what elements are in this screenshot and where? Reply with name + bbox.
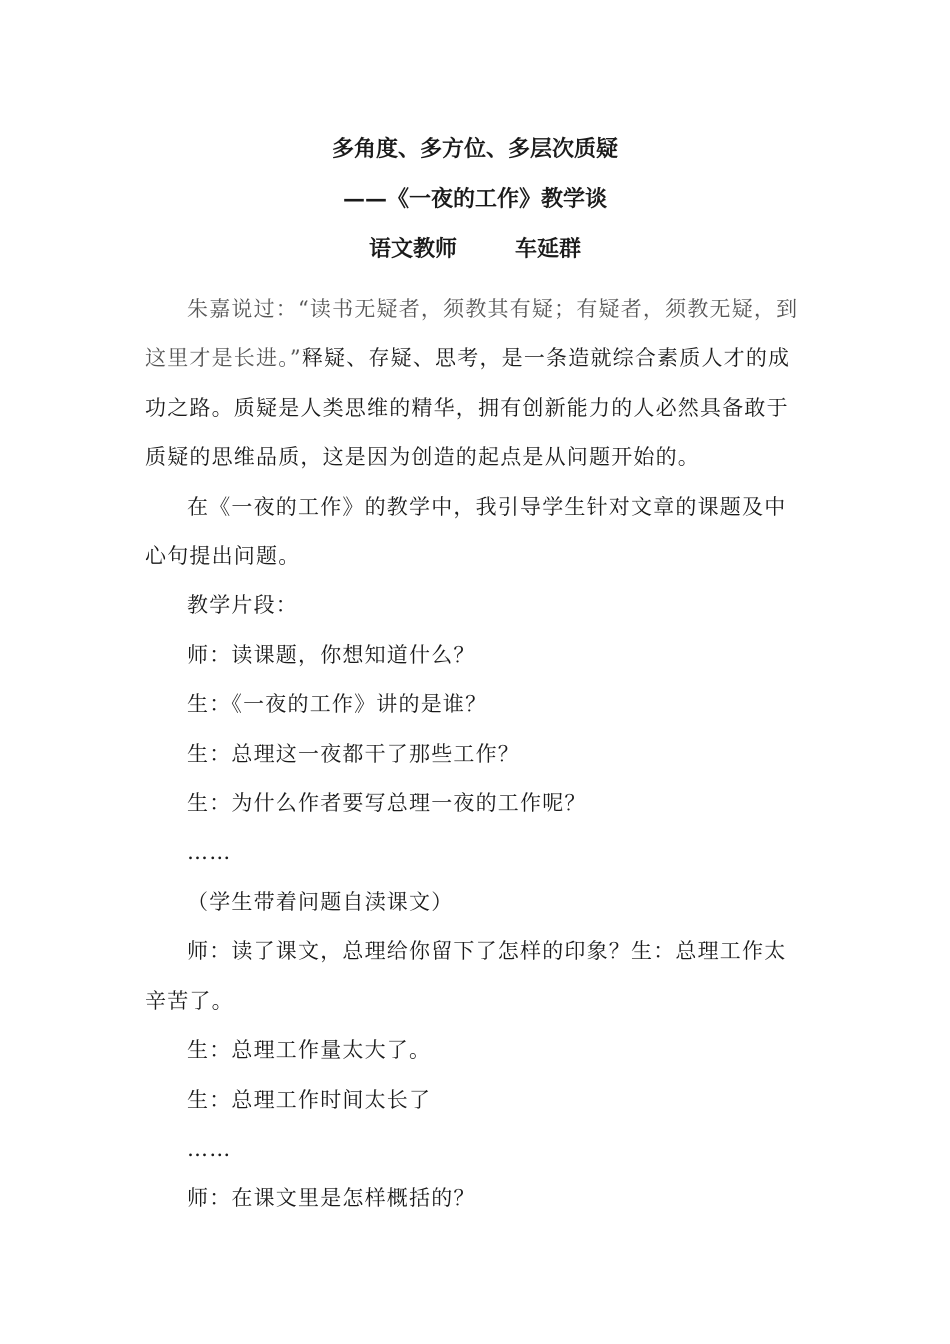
stage-direction: （学生带着问题自渎课文） (187, 889, 454, 914)
dialogue-line: 生：为什么作者要写总理一夜的工作呢？ (187, 791, 587, 816)
document-subtitle: ——《一夜的工作》教学谈 (342, 186, 607, 212)
dialogue-line: 生：《一夜的工作》讲的是谁？ (187, 692, 488, 717)
dialogue-line: 生：总理工作量太大了。 (187, 1038, 432, 1063)
author-role: 语文教师 (368, 236, 457, 262)
ellipsis-line: …… (187, 1136, 232, 1161)
intro-rest: 释疑、存疑、思考，是一条造就综合素质人才的成功之路。质疑是人类思维的精华，拥有创新能力的人必然具备敢于质疑的思维品质，这是因为创造的起点是从问题开始的。 (145, 346, 791, 470)
dialogue-line: 师：在课文里是怎样概括的？ (187, 1186, 476, 1211)
ellipsis-line: …… (187, 840, 232, 865)
body-text (145, 285, 807, 1224)
dialogue-line: 师：读课题，你想知道什么？ (187, 642, 476, 667)
document-title: 多角度、多方位、多层次质疑 (331, 136, 618, 162)
dialogue-line: 生：总理这一夜都干了那些工作？ (187, 741, 520, 766)
author-line (0, 234, 950, 264)
paragraph-intro (145, 285, 807, 483)
paragraph-segment-heading: 教学片段： (187, 593, 298, 618)
dialogue-line: 生：总理工作时间太长了 (187, 1087, 432, 1112)
dialogue-line: 师：读了课文，总理给你留下了怎样的印象？生：总理工作太辛苦了。 (145, 939, 787, 1013)
author-name: 车延群 (515, 236, 582, 262)
intro-quote: 朱嘉说过：“读书无疑者，须教其有疑；有疑者，须教无疑，到这里才是长进。” (145, 297, 799, 371)
paragraph-context: 在《一夜的工作》的教学中，我引导学生针对文章的课题及中心句提出问题。 (145, 494, 787, 569)
